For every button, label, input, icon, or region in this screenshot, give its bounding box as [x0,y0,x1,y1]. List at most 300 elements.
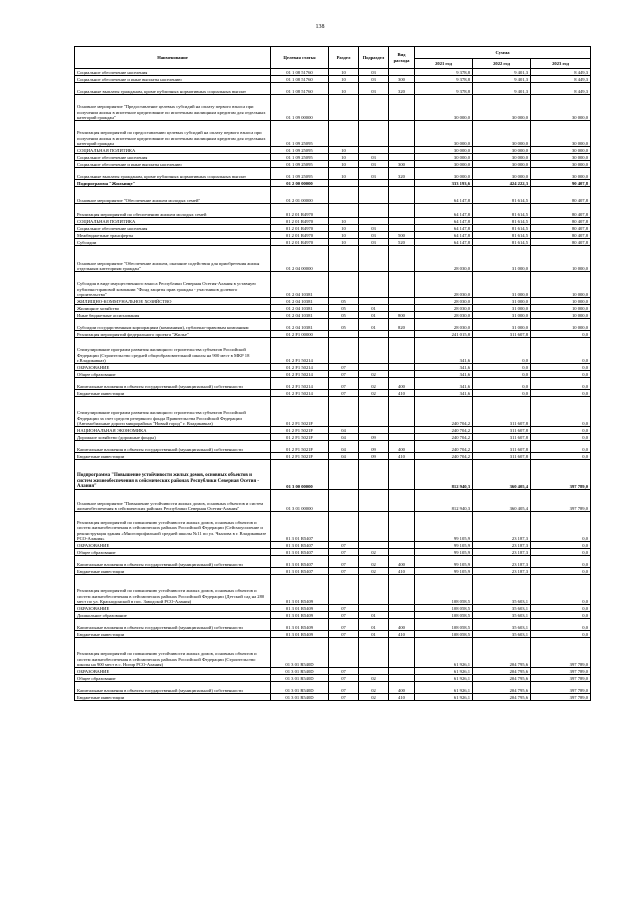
cell-subsection: 03 [359,225,389,232]
cell-expense-type [389,272,415,298]
cell-2021: 64 147,8 [415,239,473,246]
cell-section: 07 [329,668,359,675]
cell-expense-type: 400 [389,378,415,390]
cell-subsection [359,95,389,121]
table-row [75,631,591,638]
cell-2022: 311 607,8 [473,427,531,434]
cell-section [329,338,359,364]
cell-2023: 30 000,0 [531,121,591,147]
cell-name: Реализация мероприятий по обеспечению жильем молодых семей [75,204,271,218]
cell-2021: 9 378,8 [415,69,473,76]
cell-code: 01 1 09 25095 [271,161,329,168]
cell-2022: 31 000,0 [473,319,531,331]
cell-expense-type [389,338,415,364]
cell-subsection [359,460,389,490]
cell-section: 07 [329,694,359,701]
cell-expense-type [389,121,415,147]
cell-2022: 424 222,3 [473,180,531,187]
cell-expense-type [389,69,415,76]
cell-2023: 90 407,8 [531,180,591,187]
cell-2021: 30 000,0 [415,161,473,168]
cell-2021: 341,6 [415,338,473,364]
table-row [75,232,591,239]
cell-subsection: 03 [359,69,389,76]
table-row [75,460,591,490]
table-row [75,605,591,612]
cell-2022: 31 000,0 [473,272,531,298]
cell-name: Реализация мероприятий по повышению устойчивости жилых домов, основных объектов и систем жизнеобеспечения в сейсмических районах Российской Федерации (Строительство школы на 900 мест в с. Ногир РСО-Алания) [75,638,271,668]
header-code: Целевая статья [271,47,329,69]
cell-name: Капитальные вложения в объекты государственной (муниципальной) собственности [75,619,271,631]
cell-name: Капитальные вложения в объекты государственной (муниципальной) собственности [75,556,271,568]
table-row [75,434,591,441]
cell-2023: 80 407,8 [531,204,591,218]
cell-subsection [359,668,389,675]
cell-2022: 0,0 [473,338,531,364]
cell-subsection [359,427,389,434]
table-row [75,319,591,331]
cell-2021: 61 926,1 [415,668,473,675]
table-row [75,218,591,225]
table-row [75,675,591,682]
cell-code: 01 3 01 R5409 [271,575,329,605]
cell-code: 01 2 F1 00000 [271,331,329,338]
cell-2022: 35 603,1 [473,612,531,619]
table-row [75,668,591,675]
table-row [75,246,591,272]
cell-name: Социальное обеспечение населения [75,154,271,161]
cell-expense-type [389,246,415,272]
cell-2021: 64 147,8 [415,225,473,232]
cell-expense-type [389,668,415,675]
table-row [75,204,591,218]
cell-2021: 28 030,0 [415,312,473,319]
cell-expense-type: 520 [389,239,415,246]
cell-section: 04 [329,453,359,460]
cell-section: 07 [329,378,359,390]
cell-2021: 240 704,2 [415,441,473,453]
cell-2023: 0,0 [531,371,591,378]
cell-section: 10 [329,218,359,225]
cell-subsection: 02 [359,549,389,556]
cell-name: СОЦИАЛЬНАЯ ПОЛИТИКА [75,218,271,225]
cell-2023: 0,0 [531,556,591,568]
cell-expense-type [389,490,415,512]
table-row [75,549,591,556]
cell-name: Основное мероприятие "Предоставление целевых субсидий на оплату первого взноса при получении жилья в ипотечное кредитование по ипотечным жилищным кредитам для отдельных категорий граждан" [75,95,271,121]
cell-section: 05 [329,319,359,331]
cell-2021: 240 704,2 [415,397,473,427]
cell-section: 10 [329,239,359,246]
cell-section: 10 [329,161,359,168]
cell-subsection [359,272,389,298]
cell-2022: 30 000,0 [473,95,531,121]
cell-2021: 341,6 [415,378,473,390]
cell-name: Подпрограмма "Жильище" [75,180,271,187]
cell-2023: 0,0 [531,619,591,631]
cell-2023: 0,0 [531,605,591,612]
cell-subsection: 02 [359,556,389,568]
cell-expense-type: 800 [389,312,415,319]
cell-2022: 204 795,6 [473,682,531,694]
cell-expense-type [389,675,415,682]
cell-2021: 28 030,0 [415,305,473,312]
cell-2023: 80 407,8 [531,232,591,239]
cell-2021: 61 926,1 [415,675,473,682]
cell-expense-type [389,218,415,225]
cell-code: 01 2 F1 50214 [271,390,329,397]
cell-section [329,272,359,298]
cell-2022: 23 187,3 [473,549,531,556]
cell-2021: 64 147,8 [415,218,473,225]
header-year-2023: 2023 год [531,59,591,69]
cell-2023: 397 789,0 [531,682,591,694]
cell-2022: 360 405,4 [473,460,531,490]
cell-section: 10 [329,225,359,232]
cell-subsection: 02 [359,675,389,682]
cell-2023: 80 407,8 [531,218,591,225]
cell-2021: 341,6 [415,364,473,371]
cell-2021: 240 704,2 [415,434,473,441]
table-row [75,453,591,460]
cell-2021: 28 030,0 [415,246,473,272]
cell-name: Общее образование [75,549,271,556]
cell-2023: 10 000,0 [531,246,591,272]
cell-subsection [359,298,389,305]
table-row [75,180,591,187]
cell-subsection: 03 [359,161,389,168]
cell-subsection: 09 [359,453,389,460]
cell-code: 01 3 01 R5407 [271,512,329,542]
cell-subsection [359,397,389,427]
cell-expense-type [389,364,415,371]
cell-section [329,397,359,427]
cell-subsection: 02 [359,371,389,378]
cell-section [329,121,359,147]
cell-subsection: 01 [359,312,389,319]
header-year-2022: 2022 год [473,59,531,69]
cell-2021: 241 015,8 [415,331,473,338]
cell-name: Дошкольное образование [75,612,271,619]
cell-subsection: 02 [359,378,389,390]
cell-subsection [359,180,389,187]
table-row [75,638,591,668]
cell-subsection: 03 [359,83,389,95]
table-row [75,272,591,298]
cell-code: 01 3 01 R5409 [271,605,329,612]
table-header [75,47,591,69]
cell-code: 01 2 01 R4970 [271,225,329,232]
table-row [75,168,591,180]
cell-code: 01 3 01 R540D [271,694,329,701]
table-row [75,305,591,312]
cell-section [329,575,359,605]
cell-code: 01 2 00 00000 [271,180,329,187]
cell-name: Дорожное хозяйство (дорожные фонды) [75,434,271,441]
cell-expense-type: 300 [389,161,415,168]
cell-2022: 23 187,3 [473,556,531,568]
cell-name: Социальное обеспечение и иные выплаты населению [75,161,271,168]
cell-name: Общее образование [75,675,271,682]
table-row [75,154,591,161]
cell-section: 07 [329,568,359,575]
cell-expense-type [389,605,415,612]
cell-expense-type [389,427,415,434]
cell-subsection: 03 [359,239,389,246]
cell-2022: 81 614,5 [473,232,531,239]
cell-code: 01 2 04 10381 [271,319,329,331]
cell-expense-type [389,147,415,154]
cell-2021: 28 030,0 [415,272,473,298]
cell-2021: 108 058,5 [415,619,473,631]
cell-code: 01 3 01 R5409 [271,612,329,619]
cell-2021: 64 147,8 [415,232,473,239]
cell-expense-type: 400 [389,556,415,568]
cell-2023: 0,0 [531,631,591,638]
cell-subsection: 01 [359,612,389,619]
cell-2023: 10 000,0 [531,272,591,298]
cell-code: 01 2 F1 5021F [271,397,329,427]
cell-name: ОБРАЗОВАНИЕ [75,364,271,371]
cell-2022: 81 614,5 [473,239,531,246]
cell-code: 01 3 01 R5409 [271,631,329,638]
cell-expense-type: 300 [389,76,415,83]
table-row [75,331,591,338]
cell-name: Подпрограмма "Повышение устойчивости жилых домов, основных объектов и систем жизнеобеспечения в сейсмических районах Республики Северная Осетия - Алания" [75,460,271,490]
cell-expense-type [389,180,415,187]
cell-subsection [359,187,389,204]
cell-2022: 81 614,5 [473,204,531,218]
cell-2021: 30 000,0 [415,147,473,154]
cell-2022: 360 405,4 [473,490,531,512]
cell-expense-type [389,371,415,378]
cell-2022: 81 614,5 [473,187,531,204]
page-number: 138 [315,24,325,30]
cell-2023: 0,0 [531,427,591,434]
cell-2023: 0,0 [531,390,591,397]
cell-code: 01 1 09 25095 [271,154,329,161]
cell-2023: 0,0 [531,338,591,364]
cell-subsection [359,512,389,542]
cell-expense-type [389,95,415,121]
cell-code: 01 1 08 51760 [271,83,329,95]
cell-2022: 311 607,8 [473,441,531,453]
cell-code: 01 2 F1 5021F [271,453,329,460]
cell-subsection [359,638,389,668]
cell-2021: 30 000,0 [415,121,473,147]
cell-name: Капитальные вложения в объекты государственной (муниципальной) собственности [75,441,271,453]
cell-subsection [359,364,389,371]
cell-code: 01 1 08 51760 [271,76,329,83]
cell-expense-type [389,575,415,605]
cell-2021: 9 378,8 [415,76,473,83]
cell-expense-type: 320 [389,168,415,180]
cell-section: 04 [329,441,359,453]
cell-2023: 30 000,0 [531,147,591,154]
cell-section: 07 [329,631,359,638]
cell-2022: 30 000,0 [473,121,531,147]
header-year-2021: 2021 год [415,59,473,69]
cell-subsection: 02 [359,694,389,701]
cell-section: 07 [329,549,359,556]
cell-2021: 341,6 [415,390,473,397]
cell-name: ЖИЛИЩНО-КОММУНАЛЬНОЕ ХОЗЯЙСТВО [75,298,271,305]
cell-name: ОБРАЗОВАНИЕ [75,605,271,612]
cell-subsection [359,204,389,218]
table-row [75,95,591,121]
cell-subsection: 03 [359,232,389,239]
cell-2023: 0,0 [531,434,591,441]
cell-2022: 204 795,6 [473,638,531,668]
cell-expense-type: 400 [389,682,415,694]
cell-code: 01 3 01 R5407 [271,542,329,549]
cell-code: 01 2 01 R4970 [271,204,329,218]
table-row [75,427,591,434]
cell-section: 07 [329,371,359,378]
cell-2023: 8 449,3 [531,83,591,95]
cell-2021: 64 147,8 [415,187,473,204]
cell-subsection: 03 [359,76,389,83]
cell-expense-type: 400 [389,441,415,453]
cell-subsection [359,338,389,364]
cell-2023: 397 789,0 [531,490,591,512]
cell-expense-type: 500 [389,232,415,239]
cell-expense-type [389,204,415,218]
table-row [75,83,591,95]
cell-2023: 30 000,0 [531,95,591,121]
cell-section: 10 [329,232,359,239]
budget-table [74,46,591,701]
cell-section: 07 [329,682,359,694]
cell-expense-type: 410 [389,694,415,701]
cell-name: Социальные выплаты гражданам, кроме публичных нормативных социальных выплат [75,168,271,180]
table-row [75,682,591,694]
cell-expense-type [389,187,415,204]
cell-name: Бюджетные инвестиции [75,694,271,701]
cell-2023: 80 407,8 [531,225,591,232]
table-row [75,187,591,204]
cell-name: ОБРАЗОВАНИЕ [75,542,271,549]
cell-2023: 0,0 [531,568,591,575]
cell-expense-type: 410 [389,390,415,397]
cell-subsection: 01 [359,305,389,312]
cell-2022: 23 187,3 [473,542,531,549]
cell-2022: 30 000,0 [473,168,531,180]
cell-2022: 81 614,5 [473,225,531,232]
cell-section: 07 [329,542,359,549]
cell-expense-type: 410 [389,631,415,638]
cell-expense-type [389,225,415,232]
table-body [75,69,591,701]
cell-section [329,246,359,272]
cell-code: 01 2 F1 50214 [271,364,329,371]
cell-name: Жилищное хозяйство [75,305,271,312]
table-row [75,575,591,605]
cell-expense-type: 320 [389,83,415,95]
cell-code: 01 2 04 10381 [271,272,329,298]
cell-name: Бюджетные инвестиции [75,453,271,460]
cell-2023: 10 000,0 [531,305,591,312]
cell-code: 01 3 01 R5409 [271,619,329,631]
table-row [75,147,591,154]
cell-2021: 64 147,8 [415,204,473,218]
cell-name: Межбюджетные трансферты [75,232,271,239]
cell-2022: 0,0 [473,371,531,378]
cell-2023: 0,0 [531,612,591,619]
cell-expense-type [389,331,415,338]
cell-section: 07 [329,364,359,371]
cell-2023: 0,0 [531,512,591,542]
cell-2022: 0,0 [473,390,531,397]
cell-2022: 31 000,0 [473,312,531,319]
table-row [75,76,591,83]
cell-subsection [359,218,389,225]
cell-section [329,187,359,204]
cell-section: 04 [329,427,359,434]
cell-2023: 0,0 [531,378,591,390]
cell-expense-type [389,542,415,549]
cell-2022: 311 607,8 [473,397,531,427]
cell-name: Реализация мероприятий по предоставлению целевых субсидий на оплату первого взноса при получении жилья в ипотечное кредитование по ипотечным жилищным кредитам для отдельных категорий граждан [75,121,271,147]
cell-expense-type [389,638,415,668]
cell-2022: 30 000,0 [473,154,531,161]
cell-2023: 30 000,0 [531,168,591,180]
cell-name: Бюджетные инвестиции [75,631,271,638]
cell-2023: 0,0 [531,575,591,605]
cell-code: 01 3 01 R540D [271,675,329,682]
cell-2021: 108 058,5 [415,612,473,619]
cell-section: 07 [329,605,359,612]
cell-subsection [359,331,389,338]
cell-2023: 0,0 [531,441,591,453]
cell-2023: 0,0 [531,397,591,427]
cell-section: 10 [329,76,359,83]
cell-2021: 108 058,5 [415,631,473,638]
cell-expense-type [389,397,415,427]
cell-subsection [359,542,389,549]
cell-2022: 0,0 [473,364,531,371]
cell-2022: 311 607,8 [473,434,531,441]
cell-name: Субсидии [75,239,271,246]
table-row [75,225,591,232]
cell-name: Социальное обеспечение населения [75,69,271,76]
cell-expense-type: 400 [389,619,415,631]
cell-expense-type [389,549,415,556]
cell-name: Субсидия в виде имущественного взноса Республики Северная Осетия-Алания в уставную публично-правовой компании "Фонд защиты прав граждан - участников долевого строительства" [75,272,271,298]
table-row [75,161,591,168]
cell-subsection: 02 [359,568,389,575]
cell-code: 01 1 09 25095 [271,168,329,180]
cell-2021: 30 000,0 [415,95,473,121]
cell-2022: 35 603,1 [473,575,531,605]
cell-section: 07 [329,619,359,631]
cell-code: 01 3 00 00000 [271,460,329,490]
cell-section: 05 [329,312,359,319]
cell-subsection [359,605,389,612]
cell-2021: 99 105,9 [415,512,473,542]
cell-expense-type: 820 [389,319,415,331]
cell-2023: 397 789,0 [531,675,591,682]
cell-2023: 397 789,0 [531,668,591,675]
cell-subsection: 03 [359,154,389,161]
cell-2021: 99 105,9 [415,542,473,549]
cell-section: 05 [329,305,359,312]
table-row [75,441,591,453]
cell-section: 10 [329,83,359,95]
cell-code: 01 1 09 25095 [271,121,329,147]
cell-2021: 341,6 [415,371,473,378]
cell-code: 01 3 01 R540D [271,682,329,694]
